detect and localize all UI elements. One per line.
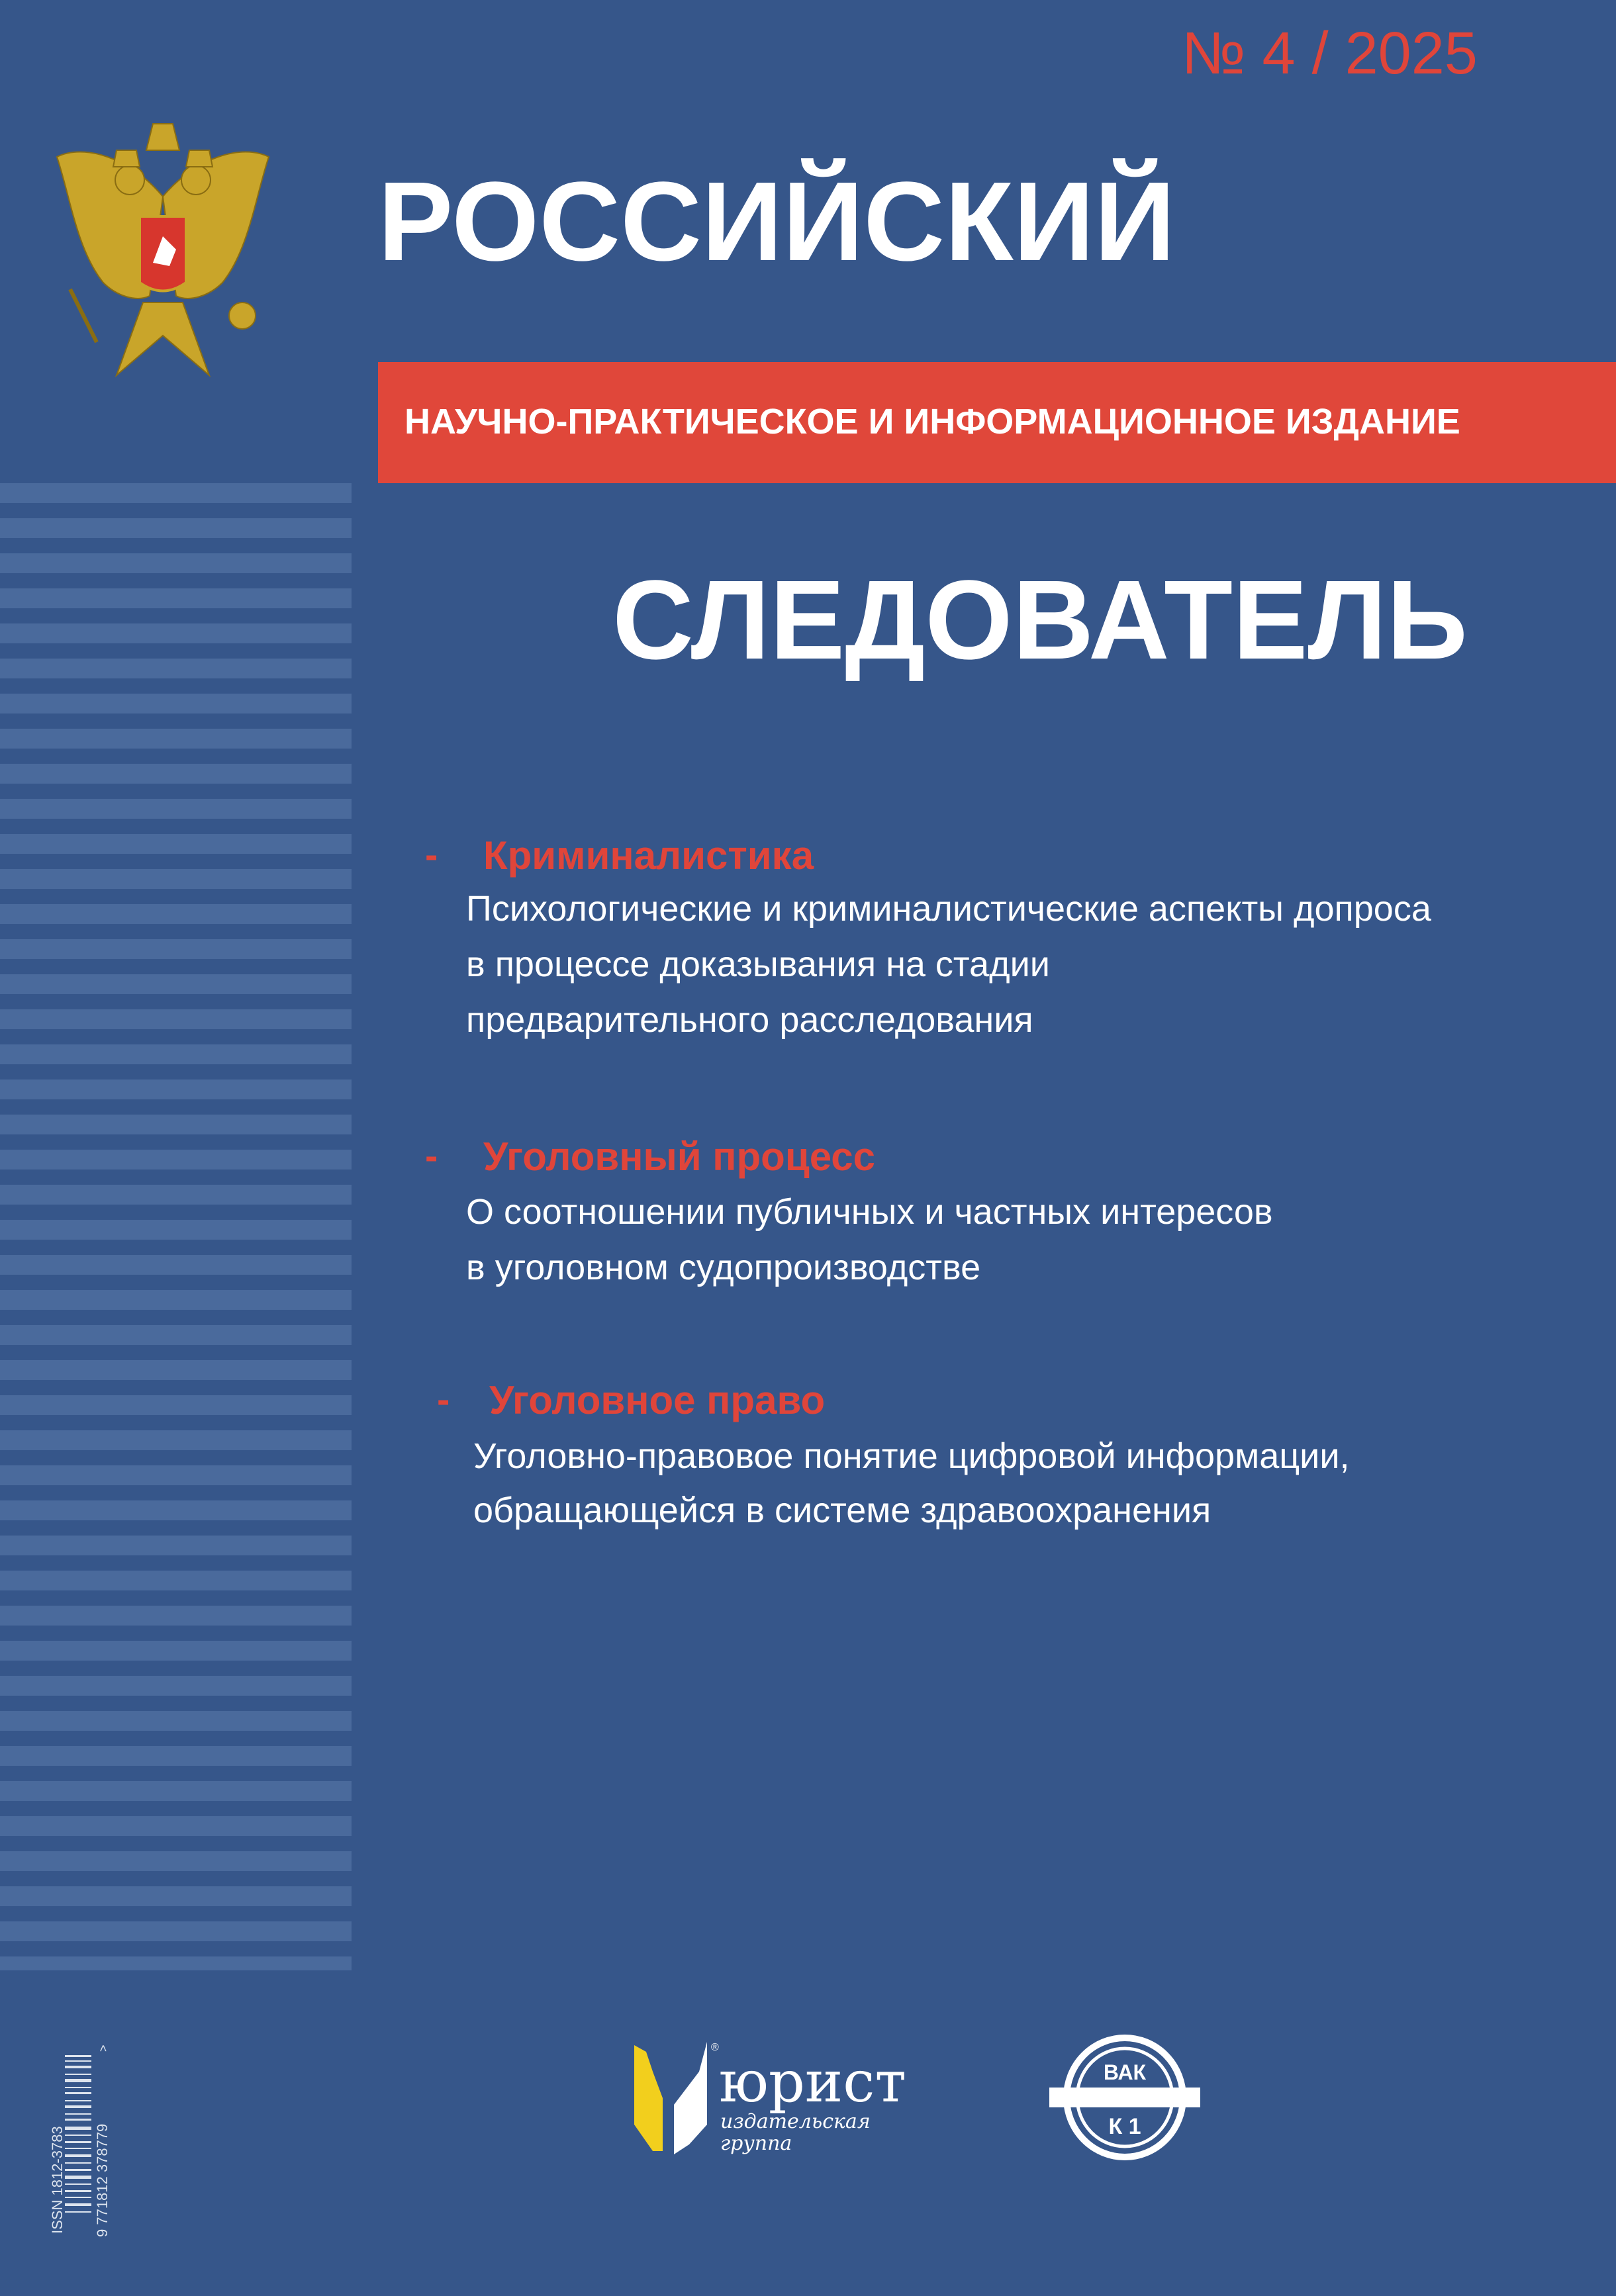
article-line: Уголовно-правовое понятие цифровой информации, xyxy=(473,1436,1350,1476)
publisher-name: юрист xyxy=(719,2049,906,2115)
subtitle: НАУЧНО-ПРАКТИЧЕСКОЕ И ИНФОРМАЦИОННОЕ ИЗДАНИЕ xyxy=(404,402,1460,441)
vak-label: ВАК xyxy=(1103,2060,1147,2084)
issn-text: ISSN 1812-3783 xyxy=(49,2126,66,2234)
section-heading: Уголовное право xyxy=(489,1378,826,1422)
bullet-dash: - xyxy=(425,1134,438,1177)
yurist-publisher-logo xyxy=(633,2039,977,2158)
article-line: обращающейся в системе здравоохранения xyxy=(473,1491,1212,1530)
section-heading: Криминалистика xyxy=(483,833,814,878)
decorative-stripes xyxy=(0,483,352,1970)
issue-number: № 4 / 2025 xyxy=(1182,21,1478,87)
article-line: предварительного расследования xyxy=(466,1000,1033,1040)
article-line: Психологические и криминалистические аспекты допроса xyxy=(466,889,1431,929)
registered-mark: ® xyxy=(711,2042,719,2053)
article-line: в процессе доказывания на стадии xyxy=(466,944,1050,984)
coat-of-arms-icon xyxy=(44,117,282,379)
bullet-dash: - xyxy=(425,833,438,876)
title-sledovatel: СЛЕДОВАТЕЛЬ xyxy=(612,557,1468,683)
publisher-line2: группа xyxy=(720,2132,792,2155)
article-line: в уголовном судопроизводстве xyxy=(466,1248,981,1287)
vak-k1-badge xyxy=(1049,2035,1200,2160)
barcode xyxy=(46,2042,119,2237)
publisher-line1: издательская xyxy=(720,2110,871,2133)
title-rossiyskiy: РОССИЙСКИЙ xyxy=(378,159,1176,285)
bullet-dash: - xyxy=(437,1378,450,1421)
k1-label: К 1 xyxy=(1108,2114,1141,2139)
barcode-number: 9 771812 378779 xyxy=(94,2123,111,2237)
barcode-arrow: > xyxy=(97,2044,110,2052)
article-line: О соотношении публичных и частных интересов xyxy=(466,1192,1273,1232)
section-heading: Уголовный процесс xyxy=(483,1134,876,1179)
